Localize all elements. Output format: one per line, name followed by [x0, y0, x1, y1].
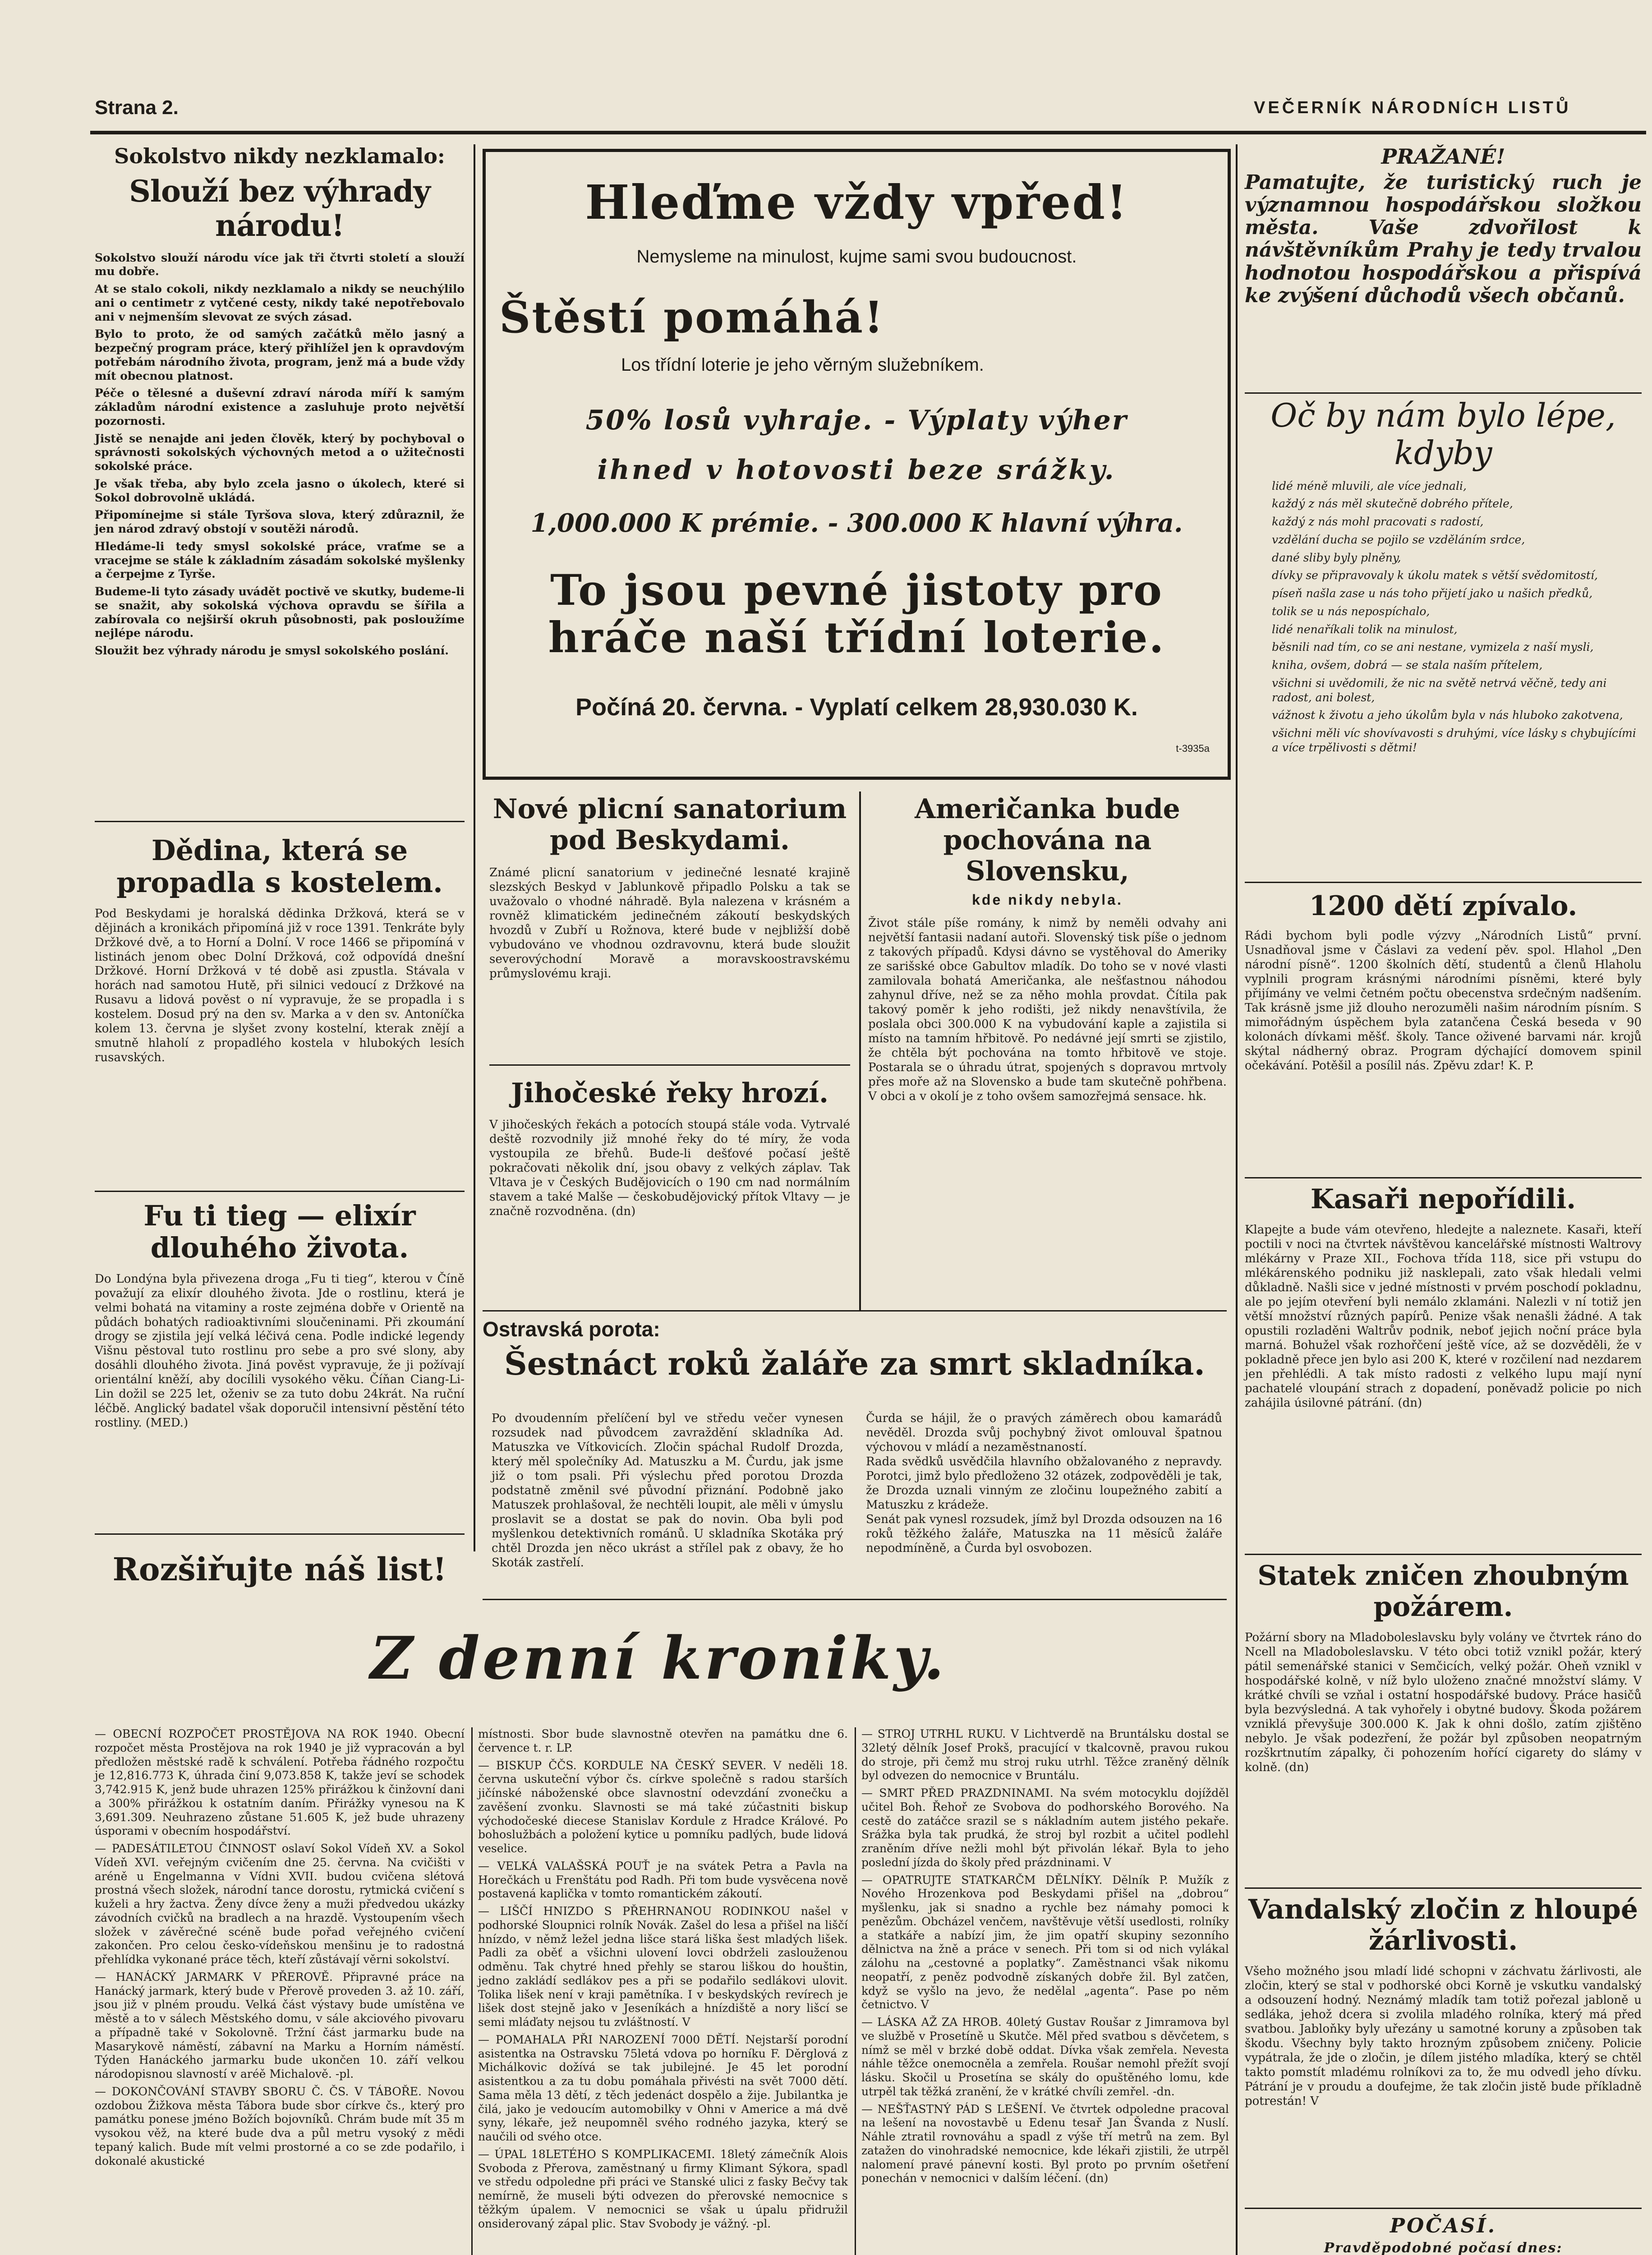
list-item: vzdělání ducha se pojilo se vzděláním srdce, — [1272, 533, 1525, 546]
divider — [1245, 392, 1642, 394]
news-item: — POMAHALA PŘI NAROZENÍ 7000 DĚTÍ. Nejstarší porodní asistentka na Ostravsku 75letá vdova po horníku F. Děrglová z Michálkovic dožívá se tak jubilejné. Je 45 let porodní asistentkou a za tu dobu pomáhala přivésti na svět 7000 dětí. Sama měla 13 dětí, z těch jedenáct dospělo a žije. Jubilantka je čilá, jako je vedoucím automobilky v Ohni v Americe a má dvě syny, lékaře, jež neupomněl svého rodného jazyka, který se naučili od svého otce. — [478, 2033, 848, 2143]
paragraph: At se stalo cokoli, nikdy nezklamalo a nikdy se neuchýlilo ani o centimetr z vytčené cesty, nikdy také nepotřebovalo ani v nejmenším slevovat ze svých zásad. — [95, 282, 465, 323]
divider — [1245, 882, 1642, 883]
divider — [1245, 2208, 1642, 2209]
list-item: kniha, ovšem, dobrá — se stala naším přítelem, — [1272, 658, 1543, 672]
ad-headline: To jsou pevné jistoty pro hráče naší třídní loterie. — [548, 566, 1165, 663]
news-item: — STROJ UTRHL RUKU. V Lichtverdě na Bruntálsku dostal se 32letý dělník Josef Prokš, pracující v tkalcovně, pravou rukou do stroje, při čemž mu stroj ruku utrhl. Těžce zraněný dělník byl odvezen do nemocnice v Bruntálu. — [861, 1727, 1229, 1782]
article-title: Oč by nám bylo lépe, kdyby — [1270, 396, 1616, 472]
weather-title: POČASÍ. — [1390, 2214, 1497, 2237]
ad-footer: Počíná 20. června. - Vyplatí celkem 28,930.030 K. — [575, 694, 1138, 721]
list-item: vážnost k životu a jeho úkolům byla v nás hluboko zakotvena, — [1272, 709, 1623, 722]
header-rule — [90, 131, 1646, 134]
paragraph: Je však třeba, aby bylo zcela jasno o úkolech, které si Sokol dobrovolně ukládá. — [95, 477, 465, 504]
news-item: — PADESÁTILETOU ČINNOST oslaví Sokol Vídeň XV. a Sokol Vídeň XVI. veřejným cvičením dne 25. června. Na cvičišti v aréně u Engelmanna v Vídni XVII. budou cvičena slétová prostná všech složek, národní tance dorostu, rytmická cvičení s kuželi a hry žactva. Ženy dívce ženy a muži předvedou ukázky závodních cvičků na bradlech a na hrazdě. Vystoupením všech složek v závěrečné scéně bude pořad veřejného cvičení zakončen. Pro celou česko-vídeňskou menšinu je to radostná přehlídka vykonané práce těch, kteří zůstávají věrni sokolství. — [95, 1842, 465, 1966]
article-body — [95, 251, 465, 658]
article-body: V jihočeských řekách a potocích stoupá stále voda. Vytrvalé deště rozvodnily již mnohé řeky do té míry, že voda vystoupila ze břehů. Bude-li dešťové počasí ještě pokračovati několik dní, jsou obavy z velkých záplav. Tak Vltava je v Českých Budějovicích o 190 cm nad normálním stavem a také Malše — českobudějovický přítok Vltavy — je značně rozvodněna. (dn) — [489, 1118, 850, 1218]
news-item: — OBECNÍ ROZPOČET PROSTĚJOVA NA ROK 1940. Obecní rozpočet města Prostějova na rok 1940 je již vypracován a byl předložen městské radě k schválení. Potřeba řádného rozpočtu je 12,816.773 K, úhrada činí 9,073.858 K, takže jeví se schodek 3,742.915 K, jenž bude uhrazen 125% přirážkou k činžovní dani a 300% přirážkou k ostatním daním. Přirážky vynesou na K 3,691.309. Neuhrazeno zůstane 51.605 K, jež bude uhrazeny úsporami v obecním hospodářství. — [95, 1727, 465, 1838]
list-item: všichni si uvědomili, že nic na světě netrvá věčně, tedy ani radost, ani bolest, — [1272, 676, 1607, 704]
ad-headline: Hleďme vždy vpřed! — [585, 175, 1128, 230]
weather-box — [1245, 2214, 1642, 2255]
notice-title: PRAŽANÉ! — [1381, 144, 1505, 169]
article-dedina — [95, 834, 465, 1065]
article-title: Jihočeské řeky hrozí. — [511, 1077, 829, 1109]
masthead: VEČERNÍK NÁRODNÍCH LISTŮ — [1254, 98, 1571, 117]
article-subtitle: kde nikdy nebyla. — [972, 892, 1123, 908]
article-elixir — [95, 1200, 465, 1431]
article-kdyby — [1245, 397, 1642, 759]
lottery-ad — [483, 149, 1231, 780]
article-title: Vandalský zločin z hloupé žárlivosti. — [1248, 1894, 1638, 1956]
article-sanatorium — [489, 794, 850, 981]
article-body: Požární sbory na Mladoboleslavsku byly volány ve čtvrtek ráno do Ncell na Mladoboleslavsku. V této obci totiž vznikl požár, který pátil semenářské stanici v Semčicích, velký požár. Oheň vznikl v hospodářské kolně, v níž bylo uloženo značné množství slámy. V krátké chvíli se vzňal i ostatní hospodářské budovy. Práce hasičů byla bezvýsledná. A tak vyhořely i obytné budovy. Škoda požárem vzniklá převyšuje 300.000 K. Jak k ohni došlo, zatím zjištěno nebylo. Je však podezření, že požár byl způsoben neopatrným rozškrtnutím zápalky, či pohozením hořící cigarety do slámy v kolně. (dn) — [1245, 1631, 1642, 1774]
column-rule — [1236, 144, 1238, 2255]
list-item: běsnili nad tím, co se ani nestane, vymizela z naší mysli, — [1272, 640, 1594, 654]
article-body: Klapejte a bude vám otevřeno, hledejte a naleznete. Kasaři, kteří poctili v noci na čtvrtek návštěvou kancelářské místnosti Waltrovy mlékárny v Praze XII., Fochova třída 118, sice při vstupu do mlékárenského podniku již nasklepali, zato však hledali velmi důkladně. Našli sice v jedné místnosti v prvém poschodí pokladnu, ale po jejím otevření byli nemálo zklamáni. Nalezli v ní totiž jen větší množství různých papírů. Penize však nenašli žádné. A tak opustili rozladěni Waltrův podnik, neboť jejich noční práce byla marná. Bohužel však rozhořčení ještě více, až se dozvěděli, že v pokladně přece jen bylo asi 200 K, které v rozčilení nad nezdarem jen přehlédli. A tak místo radosti z velkého lupu mají nyní pachatelé vloupání strach z dopadení, poněvadž policie po nich zahájila úsilovné pátrání. (dn) — [1245, 1223, 1642, 1410]
divider — [95, 1533, 465, 1535]
news-item: — VELKÁ VALAŠSKÁ POUŤ je na svátek Petra a Pavla na Horečkách u Frenštátu pod Radh. Při tom bude vysvěcena nově postavená kaplička v tomto romantickém zákoutí. — [478, 1859, 848, 1901]
ad-subline: Los třídní loterie je jeho věrným služebníkem. — [621, 355, 984, 375]
section-title: Z denní kroniky. — [370, 1624, 947, 1693]
news-item: — DOKONČOVÁNÍ STAVBY SBORU Č. ČS. V TÁBOŘE. Novou ozdobou Žižkova města Tábora bude sbor církve čs., který pro památku ponese jméno Božích bojovníků. Chrám bude mít 35 m vysokou věž, na které bude dva a půl metru vysoký z mědi tepaný kalich. Bude mít velmi prostorné a co se zde podařilo, i dokonalé akustické — [95, 2085, 465, 2168]
article-body: Známé plicní sanatorium v jedinečné lesnaté krajině slezských Beskyd v Jablunkově připadlo Polsku a tak se uvažovalo o vhodné náhradě. Byla nalezena v krásném a rovněž klimatickém jedinečném zákoutí beskydských hvozdů v Zubří u Rožnova, které bude v nejbližší době vybudováno ve vhodnou ozdravovnu, která bude sloužit severovýchodní Moravě a moravskoostravskému průmyslovému kraji. — [489, 866, 850, 980]
news-item: místnosti. Sbor bude slavnostně otevřen na památku dne 6. července t. r. LP. — [478, 1727, 848, 1754]
page-number: Strana 2. — [95, 97, 179, 119]
article-title: Šestnáct roků žaláře za smrt skladníka. — [504, 1345, 1205, 1382]
news-item: — ÚPAL 18LETÉHO S KOMPLIKACEMI. 18letý zámečník Alois Svoboda z Přerova, zaměstnaný u firmy Klimant Sýkora, spadl ve středu odpoledne při práci ve Stanské ulici z fasky Bečvy tak nemírně, že museli býti odvezen do přerovské nemocnice s těžkým úpalem. V nemocnici se však u úpalu přidružil onsiderovaný zápal plic. Stav Svobody je vážný. -pl. — [478, 2147, 848, 2230]
article-statek — [1245, 1560, 1642, 1775]
list-item: píseň našla zase u nás toho přijetí jako u našich předků, — [1272, 587, 1593, 600]
article-title: Slouží bez výhrady národu! — [129, 173, 430, 243]
news-item: — BISKUP ČČS. KORDULE NA ČESKÝ SEVER. V neděli 18. června uskuteční výbor čs. církve společně s radou starších jičínské náboženské obce slavnostní odevzdání zvonečku a zavěšení zvonku. Slavnosti se má také zúčastniti biskup východočeské diecese Stanislav Kordule z Hradce Králové. Po bohoslužbách a položení kytice u pomníku padlých, bude lidová veselice. — [478, 1758, 848, 1855]
article-title: Nové plicní sanatorium pod Beskydami. — [492, 793, 847, 856]
divider — [483, 1310, 1227, 1312]
article-vandal — [1245, 1894, 1642, 2109]
list-item: každý z nás měl skutečně dobrého přítele, — [1272, 497, 1513, 511]
list-item: lidé nenaříkali tolik na minulost, — [1272, 622, 1458, 636]
article-title: Statek zničen zhoubným požárem. — [1257, 1560, 1629, 1623]
paragraph: Připomínejme si stále Tyršova slova, který zdůraznil, že jen národ zdravý obstojí v soutěži národů. — [95, 508, 465, 536]
article-body — [1245, 479, 1642, 755]
ad-line: ihned v hotovosti beze srážky. — [597, 454, 1116, 486]
article-title: Dědina, která se propadla s kostelem. — [116, 834, 443, 899]
article-body: Po dvoudenním přelíčení byl ve středu večer vynesen rozsudek nad původcem zavraždění skladníka Ad. Matuszka ve Vítkovicích. Zločin spáchal Rudolf Drozda, který měl společníky Ad. Matuszku a M. Čurdu, jak jsme již o tom psali. Při výslechu před porotou Drozda podstatně změnil své původní přiznání. Podobně jako Matuszek prohlašoval, že nechtěli loupit, ale měli v úmyslu proslavit se a dostat se pak do novin. Oba byli pod myšlenkou detektivních románů. U skladníka Skotáka prý chtěl Drozda jen něco ukrást a střílel pak z obavy, že ho Skoták zastřelí. — [492, 1412, 843, 1569]
list-item: dané sliby byly plněny, — [1272, 551, 1401, 564]
news-item: — HANÁCKÝ JARMARK V PŘEROVĚ. Připravné práce na Hanácký jarmark, který bude v Přerově proveden 3. až 10. září, jsou již v plném proudu. Velká část výstavy bude umístěna ve městě a to v sálech Městského domu, v sále akciového pivovaru a případně také v Sokolovně. Tržní část jarmarku bude na Masarykově náměstí, zábavní na Marku a Horním náměstí. Týden Hanáckého jarmarku bude ukončen 10. září velkou národopisnou slavností v aréě Michalově. -pl. — [95, 1970, 465, 2080]
column-rule — [859, 792, 861, 1310]
list-item: všichni měli víc shovívavosti s druhými, více lásky s chybujícími a více trpělivosti s dětmi! — [1272, 727, 1636, 754]
article-body: Pod Beskydami je horalská dědinka Držková, která se v dějinách a kronikách připomíná již v roce 1391. Tenkráte byly Držkové dvě, a to Horní a Dolní. V roce 1466 se připomíná v listinách jenom obec Dolní Držková, což odpovídá dnešní Držkové. Horní Držková v té době asi zpustla. Stávala v horách nad samotou Hutě, při silnici vedoucí z Držkové na Rusavu a lidová pověst o ní vypravuje, že se propadla i s kostelem. Dosud prý na den sv. Marka a v den sv. Antoníčka kolem 13. června je slyšet zvony kostelní, kterak znějí a smutně hlaholí z propadlého kostela v hlubokých lesích rusavských. — [95, 907, 465, 1065]
divider — [483, 1599, 1227, 1600]
ad-line: 50% losů vyhraje. - Výplaty výher — [585, 405, 1128, 436]
paragraph: Budeme-li tyto zásady uvádět poctivě ve skutky, budeme-li se snažit, aby sokolská výchova opravdu se šířila a zabírovala co nejširší okruh působnosti, pak posloužíme nejlépe národu. — [95, 585, 465, 640]
article-title: Američanka bude pochována na Slovensku, — [915, 793, 1180, 887]
divider — [95, 821, 465, 822]
promo-slogan: Rozšiřujte náš list! — [112, 1551, 447, 1588]
ad-line: 1,000.000 K prémie. - 300.000 K hlavní výhra. — [530, 508, 1183, 538]
article-americanka — [868, 794, 1227, 1104]
weather-label: Pravděpodobné počasí dnes: — [1324, 2240, 1563, 2255]
kronika-column — [95, 1727, 465, 2172]
notice-prazane — [1245, 144, 1642, 307]
article-title: Fu ti tieg — elixír dlouhého života. — [143, 1199, 416, 1265]
notice-body: Pamatujte, že turistický ruch je významnou hospodářskou složkou města. Vaše zdvořilost k návštěvníkům Prahy je tedy trvalou hodnotou hospodářskou a přispívá ke zvýšení důchodů všech občanů. — [1245, 171, 1642, 307]
article-body: Všeho možného jsou mladí lidé schopni v záchvatu žárlivosti, ale zločin, který se stal v podhorské obci Korně je vskutku vandalský a odsouzení hodný. Neznámý mladík tam totiž pořezal jabloně u sedláka, jehož dcera si zvolila mladého rolníka, který má před svatbou. Jabloňky byly uřezány u samotné koruny a způsoben tak škodu. Všechny byly takto hrozným způsobem zničeny. Policie vypátrala, že jde o zločin, je dílem jistého mladíka, který se chtěl takto pomstít mladému rolníkovi za to, že mu odvedl jeho dívku. Pátrání je v proudu a doufejme, že tak zločin jistě bude příkladně potrestán! V — [1245, 1965, 1642, 2108]
divider — [489, 1064, 850, 1066]
column-rule — [471, 1727, 473, 2255]
list-item: lidé méně mluvili, ale více jednali, — [1272, 479, 1467, 492]
divider — [1245, 1554, 1642, 1555]
article-body: Do Londýna byla přivezena droga „Fu ti tieg“, kterou v Číně považují za elixír dlouhého života. Jde o rostlinu, která je velmi bohatá na vitaminy a roste zejména dobře v Orientě na půdách bohatých radioaktivními sloučeninami. Při zkoumání drogy se zjistila její velká léčivá cena. Podle indické legendy Višnu pěstoval tuto rostlinu pro sebe a pro své slony, aby dosáhli dlouhého života. Jiná pověst vypravuje, že ji požívají orientální kněží, aby docílili vysokého věku. Číňan Ciang-Li-Lin dožil se 225 let, oženiv se za tuto dobu 24krát. Na ruční léčbě. Anglický badatel však doporučil intensivní pěstění této rostliny. (MED.) — [95, 1272, 465, 1430]
article-body: Rádi bychom byli podle výzvy „Národních Listů“ první. Usnadňoval jsme v Čáslavi za vedení pěv. spol. Hlahol „Den národní písně“. 1200 školních dětí, studentů a členů Hlaholu vyplnili program krásnými národními písněmi, které byly přijímány ve velmi četném počtu obecenstva srdečným nadšením. Tak krásně jsme již dlouho nerozuměli našim národním písním. S mimořádným úspěchem byla zatančena Česká beseda v 90 kolonách dívkami měšť. školy. Tance oživené barvami nár. krojů skýtal nádherný obraz. Program dýchající domovem spinil očekávání. Potěšil a posílil nás. Zpěvu zdar! K. P. — [1245, 929, 1642, 1072]
paragraph: Sloužit bez výhrady národu je smysl sokolského poslání. — [95, 644, 449, 658]
divider — [1245, 1177, 1642, 1178]
paragraph: Péče o tělesné a duševní zdraví národa míří k samým základům národní existence a zasluhuje proto největší pozornosti. — [95, 387, 465, 428]
ad-code: t-3935a — [1176, 743, 1210, 754]
list-item: tolik se u nás nepospíchalo, — [1272, 604, 1430, 618]
news-item: — LIŠČÍ HNIZDO S PŘEHRNANOU RODINKOU našel v podhorské Sloupnici rolník Novák. Zašel do lesa a přišel na liščí hnízdo, v němž ležel jedna lišce stará liška šest mladých lišek. Padli za oběť a všichni ulovení lovci obdrželi zaslouženou odměnu. Tak chytré hned přehly se starou liškou do houštin, jedno zakládí sedlákov pes a při se podařilo sedlákovi ulovit. Tolika lišek není v kraji pamětníka. I v beskydských revírech je lišek dost stejně jako v Jeseníkách a hnízdiště a nory lišcí se semi mláďaty nejsou tu zvláštností. V — [478, 1905, 848, 2029]
article-porota — [483, 1317, 1227, 1569]
news-item: — SMRT PŘED PRAZDNINAMI. Na svém motocyklu dojížděl učitel Boh. Řehoř ze Svobova do podhorského Borového. Na cestě do zatáčce srazil se s nákladním autem jistého pekaře. Srážka byla tak prudká, že stroj byl rozbit a učitel podlehl zraněním dříve nežli mohl být přivolán lékař. Byla to jeho poslední jízda do školy před prázdninami. V — [861, 1786, 1229, 1869]
list-item: každý z nás mohl pracovati s radostí, — [1272, 515, 1484, 529]
article-title: Kasaři nepořídili. — [1310, 1183, 1576, 1215]
ad-headline: Štěstí pomáhá! — [499, 292, 885, 343]
list-item: dívky se připravovaly k úkolu matek s větší svědomitostí, — [1272, 569, 1598, 582]
article-deti — [1245, 891, 1642, 1073]
divider — [1245, 1887, 1642, 1889]
divider — [95, 1191, 465, 1192]
article-kicker: Ostravská porota: — [483, 1317, 660, 1341]
paragraph: Hledáme-li tedy smysl sokolské práce, vraťme se a vracejme se stále k základním zásadám sokolské myšlenky a čerpejme z Tyrše. — [95, 539, 465, 581]
article-kicker: Sokolstvo nikdy nezklamalo: — [114, 144, 445, 168]
article-reky — [489, 1078, 850, 1219]
article-body: Čurda se hájil, že o pravých záměrech obou kamarádů nevěděl. Drozda svůj pochybný život omlouval špatnou výchovou v mládí a nezaměstnaností. Rada svědků usvědčila hlavního obžalovaného z nepravdy. Porotci, jimž bylo předloženo 32 otázek, zodpověděli je tak, že Drozda uznali vinným ze zločinu loupežného zabití a Matuszku z krádeže. Senát pak vynesl rozsudek, jímž byl Drozda odsouzen na 16 roků těžkého žaláře, Matuszka na 11 měsíců žaláře nepodmíněně, a Čurda byl osvobozen. — [866, 1412, 1222, 1555]
article-title: 1200 dětí zpívalo. — [1309, 890, 1578, 922]
paragraph: Sokolstvo slouží národu více jak tři čtvrti století a slouží mu dobře. — [95, 251, 465, 278]
article-sokol — [95, 144, 465, 662]
column-rule — [855, 1727, 856, 2255]
paragraph: Bylo to proto, že od samých začátků mělo jasný a bezpečný program práce, který přihlížel jen k opravdovým potřebám národního života, program, jenž má a bude vždy mít obecnou platnost. — [95, 327, 465, 382]
news-item: — LÁSKA AŽ ZA HROB. 40letý Gustav Roušar z Jimramova byl ve službě v Prosetíně u Skutče. Měl před svatbou s děvčetem, s nímž se měl v brzké době oddat. Dívka však zemřela. Nevesta náhle těžce onemocněla a zemřela. Roušar nemohl přežít svojí lásku. Skočil u Prosetína se skály do opuštěného lomu, kde utrpěl tak těžká zranění, že v krátké chvíli zemřel. -dn. — [861, 2016, 1229, 2098]
ad-subline: Nemysleme na minulost, kujme sami svou budoucnost. — [636, 247, 1077, 267]
article-body: Život stále píše romány, k nimž by neměli odvahy ani největší fantasii nadaní autoři. Slovenský tisk píše o jednom z takových případů. Kdysi dávno se vystěhoval do Ameriky ze sarišské obce Gabultov mladík. Do toho se v nové vlasti zamilovala bohatá Američanka, ale nešťastnou náhodou zahynul dříve, než se za něho mohla provdat. Čítila pak takový poměr k jeho rodišti, jež nikdy nenavštívila, že poslala obci 300.000 K na vybudování kaple a zajistila si místo na tamním hřbitově. Po nedávné její smrti se zjistilo, že chtěla být pochována na tomto hřbitově ve stoje. Postarala se o úhradu útrat, spojených s dopravou mrtvoly přes moře až na Slovensko a bude tam skutečně pohřbena. V obci a v okolí je z toho ovšem samozřejmá sensace. hk. — [868, 916, 1227, 1103]
news-item: — NEŠŤASTNÝ PÁD S LEŠENÍ. Ve čtvrtek odpoledne pracoval na lešení na novostavbě u Edenu tesař Jan Švanda z Nuslí. Náhle ztratil rovnováhu a spadl z výše tří metrů na zem. Byl zatažen do vinohradské nemocnice, kde lékaři zjistili, že utrpěl nalomení pravé pánevní kosti. Byl proto po prvním ošetření ponechán v nemocnici v dalším léčení. (dn) — [861, 2102, 1229, 2185]
news-item: — OPATRUJTE STATKARČM DĚLNÍKY. Dělník P. Mužík z Nového Hrozenkova pod Beskydami přišel na „dobrou“ myšlenku, jak si snadno a rychle bez námahy pomoci k penězům. Obcházel venčem, navštěvuje větší usedlosti, rolníky a statkáře a nabízí jim, že jim opatří skupiny sezonního dělnictva na žně a práce v senech. Při tom si od nich vylákal zálohu na „cestovné a poplatky“. Zaměstnanci však nikomu neopatří, z peněz podvodně získaných dobře žil. Byl zatčen, když se vyšlo na jevo, že nedělal „agenta“. Pase po něm četnictvo. V — [861, 1873, 1229, 2011]
kronika-column — [478, 1727, 848, 2234]
paragraph: Jistě se nenajde ani jeden člověk, který by pochyboval o správnosti sokolských výchovných metod a o užitečnosti sokolské práce. — [95, 432, 465, 473]
column-rule — [474, 144, 475, 1551]
article-kasari — [1245, 1184, 1642, 1411]
kronika-column — [861, 1727, 1229, 2189]
